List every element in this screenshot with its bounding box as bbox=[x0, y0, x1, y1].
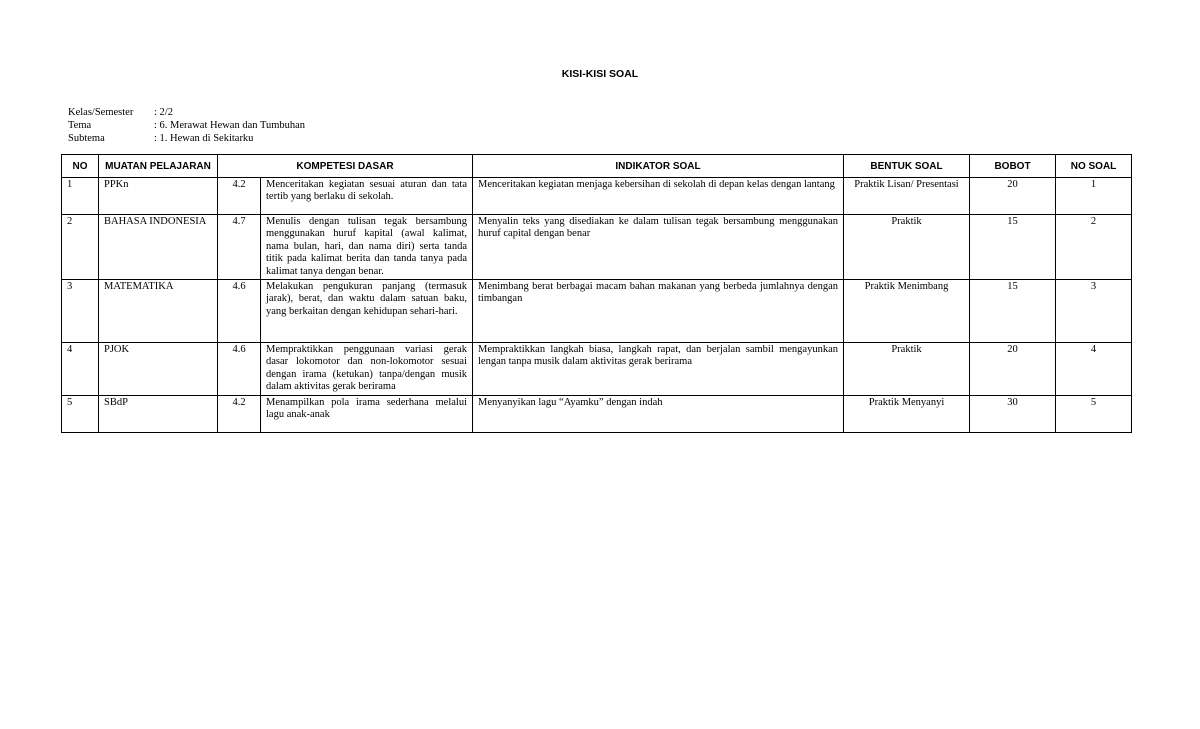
cell-kd bbox=[218, 395, 473, 432]
cell-indikator: Menyanyikan lagu “Ayamku” dengan indah bbox=[473, 395, 844, 432]
cell-muatan: SBdP bbox=[99, 395, 218, 432]
kd-text: Mempraktikkan penggunaan variasi gerak dasar lokomotor dan non-lokomotor sesuai dengan irama (ketukan) tanpa/dengan musik dalam aktivitas gerak berirama bbox=[266, 344, 467, 393]
cell-nosoal: 1 bbox=[1056, 178, 1132, 215]
cell-bobot: 15 bbox=[970, 280, 1056, 343]
cell-indikator: Menyalin teks yang disediakan ke dalam tulisan tegak bersambung menggunakan huruf capital dengan benar bbox=[473, 215, 844, 280]
kd-text: Menulis dengan tulisan tegak bersambung menggunakan huruf kapital (awal kalimat, nama bulan, hari, dan nama diri) serta tanda titik pada kalimat berita dan tanda tanya pada kalimat tanya dengan benar. bbox=[266, 216, 467, 277]
meta-label: Kelas/Semester bbox=[68, 107, 134, 118]
cell-no: 2 bbox=[62, 215, 99, 280]
header-no: NO bbox=[62, 155, 99, 178]
meta-value: : 1. Hewan di Sekitarku bbox=[154, 133, 254, 144]
cell-bentuk: Praktik bbox=[844, 215, 970, 280]
cell-kd bbox=[218, 343, 473, 396]
cell-muatan: PPKn bbox=[99, 178, 218, 215]
table-row bbox=[62, 178, 1132, 215]
cell-no: 1 bbox=[62, 178, 99, 215]
cell-bobot: 30 bbox=[970, 395, 1056, 432]
meta-value: : 6. Merawat Hewan dan Tumbuhan bbox=[154, 120, 306, 131]
meta-row-subtema bbox=[68, 132, 305, 145]
kisi-kisi-table bbox=[61, 154, 1132, 433]
meta-row-kelas bbox=[68, 106, 305, 119]
meta-row-tema bbox=[68, 119, 305, 132]
cell-muatan: BAHASA INDONESIA bbox=[99, 215, 218, 280]
cell-bentuk: Praktik Menimbang bbox=[844, 280, 970, 343]
cell-bobot: 20 bbox=[970, 178, 1056, 215]
meta-label: Subtema bbox=[68, 133, 105, 144]
kd-text: Melakukan pengukuran panjang (termasuk jarak), berat, dan waktu dalam satuan baku, yang berkaitan dengan kehidupan sehari-hari. bbox=[266, 281, 467, 317]
table-header-row bbox=[62, 155, 1132, 178]
cell-kd bbox=[218, 280, 473, 343]
cell-indikator: Menceritakan kegiatan menjaga kebersihan di sekolah di depan kelas dengan lantang bbox=[473, 178, 844, 215]
cell-bobot: 20 bbox=[970, 343, 1056, 396]
cell-indikator: Mempraktikkan langkah biasa, langkah rapat, dan berjalan sambil mengayunkan lengan tanpa musik dalam aktivitas gerak berirama bbox=[473, 343, 844, 396]
kd-number: 4.6 bbox=[218, 343, 261, 395]
header-bentuk: BENTUK SOAL bbox=[844, 155, 970, 178]
cell-no: 3 bbox=[62, 280, 99, 343]
cell-muatan: PJOK bbox=[99, 343, 218, 396]
meta-label: Tema bbox=[68, 120, 92, 131]
document-title: KISI-KISI SOAL bbox=[561, 68, 639, 80]
header-muatan: MUATAN PELAJARAN bbox=[99, 155, 218, 178]
table-row bbox=[62, 395, 1132, 432]
cell-indikator: Menimbang berat berbagai macam bahan makanan yang berbeda jumlahnya dengan timbangan bbox=[473, 280, 844, 343]
header-bobot: BOBOT bbox=[970, 155, 1056, 178]
table-row bbox=[62, 215, 1132, 280]
cell-no: 5 bbox=[62, 395, 99, 432]
header-indikator: INDIKATOR SOAL bbox=[473, 155, 844, 178]
cell-nosoal: 2 bbox=[1056, 215, 1132, 280]
cell-nosoal: 3 bbox=[1056, 280, 1132, 343]
cell-bobot: 15 bbox=[970, 215, 1056, 280]
cell-nosoal: 5 bbox=[1056, 395, 1132, 432]
kd-number: 4.6 bbox=[218, 280, 261, 342]
kd-number: 4.2 bbox=[218, 396, 261, 432]
cell-kd bbox=[218, 178, 473, 215]
cell-bentuk: Praktik bbox=[844, 343, 970, 396]
meta-value: : 2/2 bbox=[154, 107, 173, 118]
kd-text: Menampilkan pola irama sederhana melalui lagu anak-anak bbox=[266, 396, 467, 421]
kd-text: Menceritakan kegiatan sesuai aturan dan tata tertib yang berlaku di sekolah. bbox=[266, 179, 467, 203]
cell-nosoal: 4 bbox=[1056, 343, 1132, 396]
document-meta bbox=[68, 106, 305, 145]
table-row bbox=[62, 343, 1132, 396]
cell-bentuk: Praktik Menyanyi bbox=[844, 395, 970, 432]
cell-muatan: MATEMATIKA bbox=[99, 280, 218, 343]
header-kd: KOMPETESI DASAR bbox=[218, 155, 473, 178]
cell-kd bbox=[218, 215, 473, 280]
kd-number: 4.7 bbox=[218, 215, 261, 279]
cell-no: 4 bbox=[62, 343, 99, 396]
table-row bbox=[62, 280, 1132, 343]
kd-number: 4.2 bbox=[218, 178, 261, 214]
cell-bentuk: Praktik Lisan/ Presentasi bbox=[844, 178, 970, 215]
header-nosoal: NO SOAL bbox=[1056, 155, 1132, 178]
